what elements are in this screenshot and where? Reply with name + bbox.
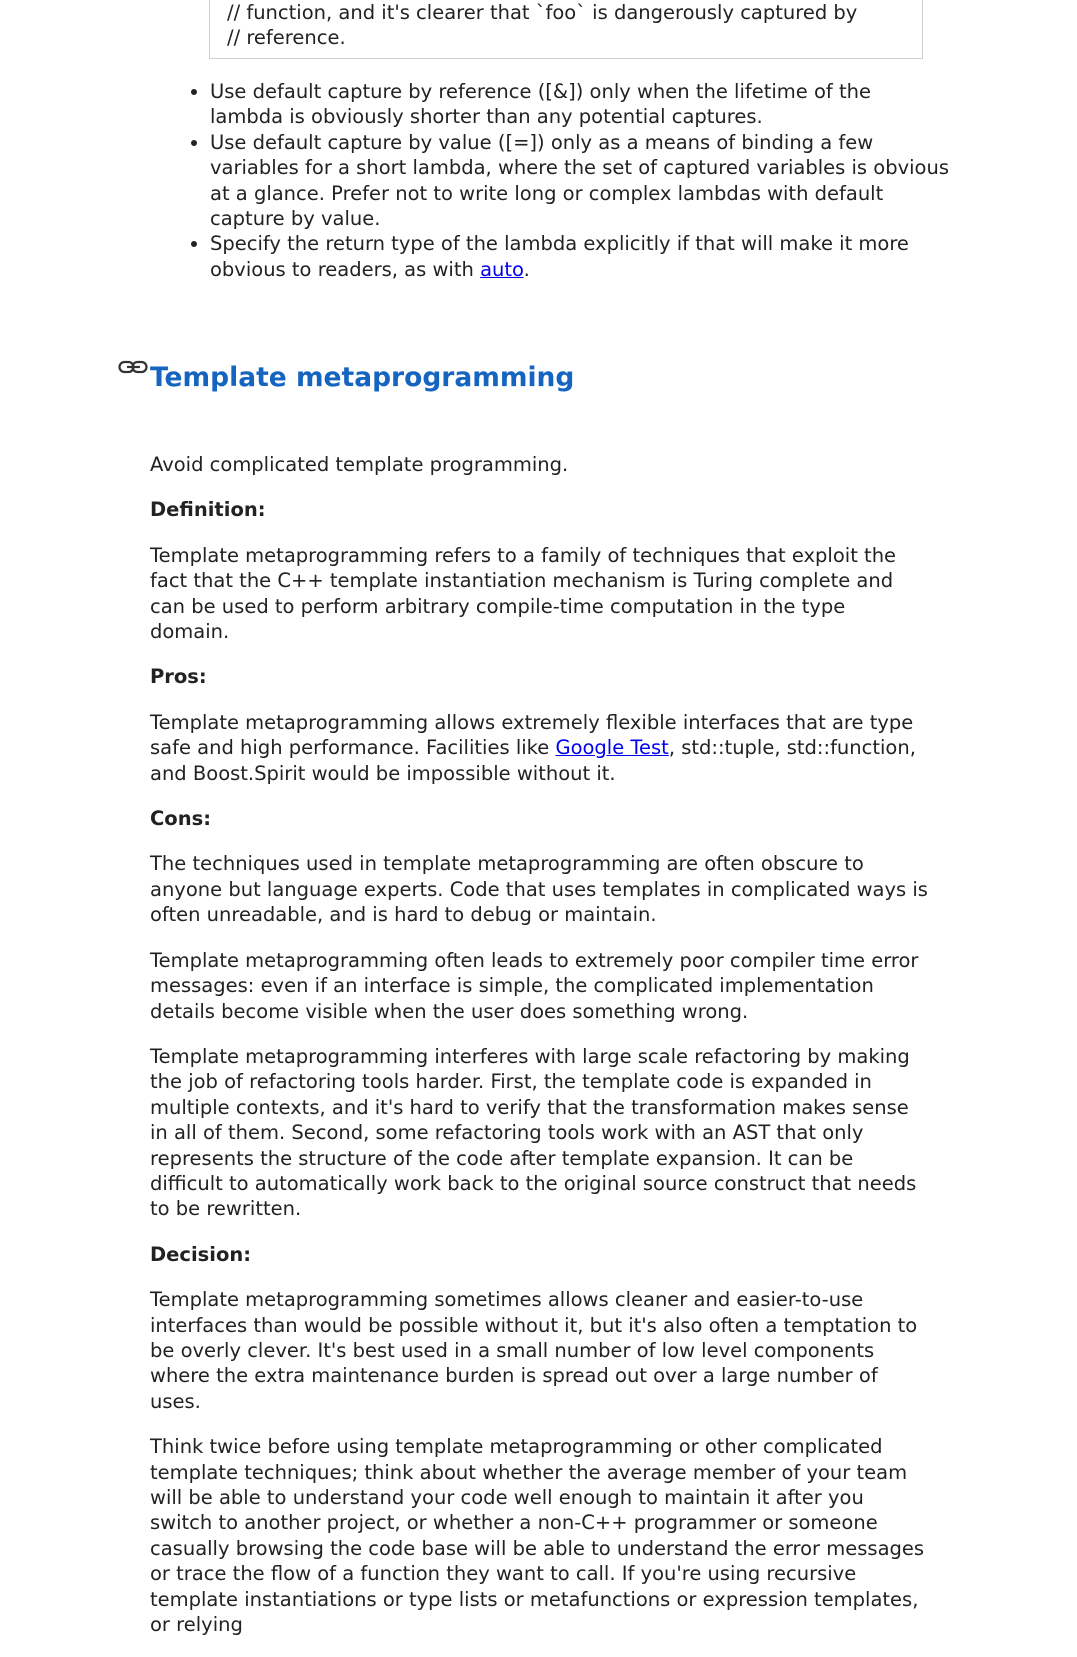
cons-paragraph: Template metaprogramming interferes with large scale refactoring by making the job of refactoring tools harder. First, the template code is expanded in multiple contexts, and it's hard to verify that the transformation makes sense in all of them. Second, some refactoring tools work with an AST that only represents the structure of the code after template expansion. It can be difficult to automatically work back to the original source construct that needs to be rewritten. xyxy=(150,1044,917,1221)
cons-paragraph: The techniques used in template metaprogramming are often obscure to anyone but language experts. Code that uses templates in complicated ways is often unreadable, and is hard to debug or maintain. xyxy=(150,852,928,927)
list-item-text: Use default capture by value ([=]) only as a means of binding a few variables for a short lambda, where the set of captured variables is obvious at a glance. Prefer not to write long or complex lambdas with default capture by value. xyxy=(210,130,949,231)
summary-text: Avoid complicated template programming. xyxy=(150,453,569,476)
pros-text-part: , std::tuple, std::function, and Boost.Spirit would be impossible without it. xyxy=(150,736,916,785)
definition-text: Template metaprogramming refers to a family of techniques that exploit the fact that the C++ template instantiation mechanism is Turing complete and can be used to perform arbitrary compile-time computation in the type domain. xyxy=(150,543,897,644)
definition-label: Definition: xyxy=(150,498,266,522)
page-title: Template metaprogramming xyxy=(150,362,575,393)
code-block xyxy=(209,0,923,59)
cons-label: Cons: xyxy=(150,807,211,831)
link-icon[interactable] xyxy=(118,360,148,374)
list-item xyxy=(210,231,950,282)
lambda-guidelines-list xyxy=(160,79,950,282)
list-item xyxy=(210,130,950,232)
pros-label: Pros: xyxy=(150,665,207,689)
pros-text xyxy=(150,710,930,786)
decision-label: Decision: xyxy=(150,1242,252,1266)
auto-link[interactable]: auto xyxy=(480,257,524,281)
code-line: // function, and it's clearer that `foo` is dangerously captured by xyxy=(227,1,858,24)
list-item-text: Use default capture by reference ([&]) only when the lifetime of the lambda is obviously shorter than any potential captures. xyxy=(210,80,871,129)
pros-text-part: Template metaprogramming allows extremely flexible interfaces that are type safe and high performance. Facilities like xyxy=(150,710,914,760)
decision-paragraph: Template metaprogramming sometimes allows cleaner and easier-to-use interfaces than would be possible without it, but it's also often a temptation to be overly clever. It's best used in a small number of low level components where the extra maintenance burden is spread out over a large number of uses. xyxy=(150,1288,918,1413)
section-body xyxy=(150,452,930,1657)
cons-paragraph: Template metaprogramming often leads to extremely poor compiler time error messages: even if an interface is simple, the complicated implementation details become visible when the user does something wrong. xyxy=(150,948,919,1023)
list-item xyxy=(210,79,950,130)
list-item-text: Specify the return type of the lambda explicitly if that will make it more obvious to readers, as with xyxy=(210,232,909,281)
decision-paragraph: Think twice before using template metaprogramming or other complicated template techniques; think about whether the average member of your team will be able to understand your code well enough to maintain it after you switch to another project, or whether a non-C++ programmer or someone casually browsing the code base will be able to understand the error messages or trace the flow of a function they want to call. If you're using recursive template instantiations or type lists or metafunctions or expression templates, or relying xyxy=(150,1435,925,1637)
code-line: // reference. xyxy=(227,26,346,49)
google-test-link[interactable]: Google Test xyxy=(555,736,669,760)
list-item-text: . xyxy=(523,257,530,281)
